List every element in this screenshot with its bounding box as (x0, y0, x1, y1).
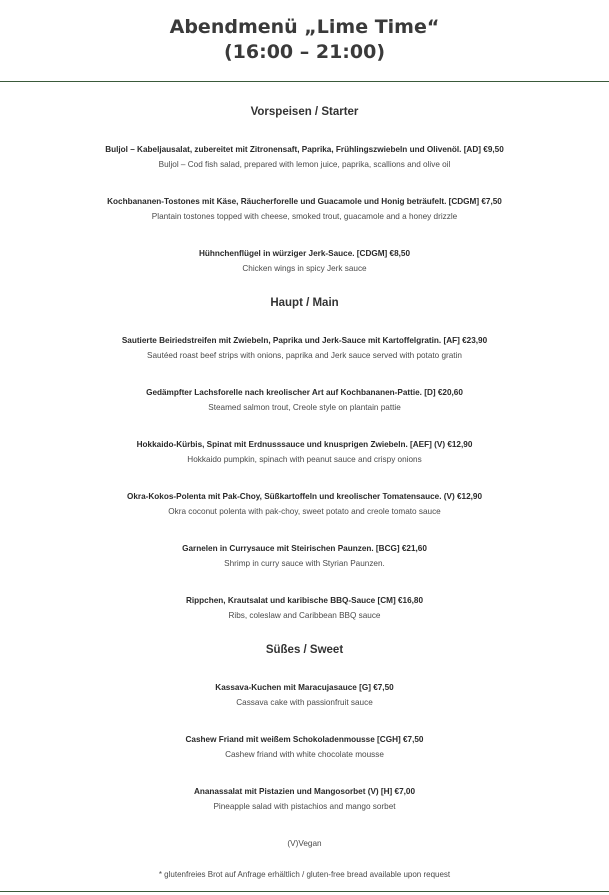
item-name-en: Cassava cake with passionfruit sauce (236, 698, 373, 707)
menu-item (0, 196, 609, 223)
menu-item (0, 595, 609, 622)
menu-item (0, 786, 609, 813)
vegan-legend: (V)Vegan (287, 839, 322, 848)
menu-item (0, 387, 609, 414)
menu-item (0, 144, 609, 171)
item-name-de: Rippchen, Krautsalat und karibische BBQ-Sauce [CM] €16,80 (185, 596, 424, 605)
item-name-de: Hokkaido-Kürbis, Spinat mit Erdnusssauce und knusprigen Zwiebeln. [AEF] (V) €12,90 (136, 440, 473, 449)
item-name-en: Buljol – Cod fish salad, prepared with lemon juice, paprika, scallions and olive oil (158, 160, 451, 169)
item-name-en: Steamed salmon trout, Creole style on plantain pattie (208, 403, 401, 412)
item-name-en: Cashew friand with white chocolate mousse (225, 750, 384, 759)
item-name-de: Kochbananen-Tostones mit Käse, Räucherforelle und Guacamole und Honig beträufelt. [CDGM] €7,50 (107, 197, 502, 206)
section-title: Süßes / Sweet (265, 644, 344, 656)
menu-item (0, 335, 609, 362)
item-name-de: Gedämpfter Lachsforelle nach kreolischer Art auf Kochbananen-Pattie. [D] €20,60 (146, 388, 463, 397)
section-desserts (0, 642, 609, 813)
section-title: Vorspeisen / Starter (250, 106, 359, 118)
item-name-de: Okra-Kokos-Polenta mit Pak-Choy, Süßkartoffeln und kreolischer Tomatensauce. (V) €12,90 (126, 492, 483, 501)
menu-item (0, 734, 609, 761)
item-name-en: Chicken wings in spicy Jerk sauce (242, 264, 367, 273)
item-name-en: Pineapple salad with pistachios and mango sorbet (213, 802, 396, 811)
menu-header (0, 0, 609, 65)
item-name-en: Ribs, coleslaw and Caribbean BBQ sauce (228, 611, 381, 620)
gluten-free-note: * glutenfreies Brot auf Anfrage erhältlich / gluten-free bread available upon request (158, 870, 451, 879)
header-divider (0, 81, 609, 82)
section-title: Haupt / Main (270, 297, 339, 309)
item-name-en: Sautéed roast beef strips with onions, paprika and Jerk sauce served with potato gratin (147, 351, 462, 360)
menu-title (0, 15, 609, 65)
menu-item (0, 682, 609, 709)
item-name-de: Sautierte Beiriedstreifen mit Zwiebeln, Paprika und Jerk-Sauce mit Kartoffelgratin. [AF] €23,90 (121, 336, 488, 345)
item-name-de: Hühnchenflügel in würziger Jerk-Sauce. [CDGM] €8,50 (198, 249, 411, 258)
item-name-en: Shrimp in curry sauce with Styrian Paunzen. (224, 559, 385, 568)
item-name-de: Ananassalat mit Pistazien und Mangosorbet (V) [H] €7,00 (193, 787, 416, 796)
menu-title-line1: Abendmenü „Lime Time“ (169, 16, 440, 38)
item-name-de: Buljol – Kabeljausalat, zubereitet mit Zitronensaft, Paprika, Frühlingszwiebeln und Olivenöl. [AD] €9,50 (105, 145, 504, 154)
section-starters (0, 104, 609, 275)
item-name-en: Hokkaido pumpkin, spinach with peanut sauce and crispy onions (187, 455, 422, 464)
menu-title-line2: (16:00 – 21:00) (223, 41, 386, 63)
section-mains (0, 295, 609, 622)
menu-item (0, 248, 609, 275)
item-name-de: Garnelen in Currysauce mit Steirischen Paunzen. [BCG] €21,60 (182, 544, 427, 553)
menu-item (0, 439, 609, 466)
item-name-en: Plantain tostones topped with cheese, smoked trout, guacamole and a honey drizzle (151, 212, 458, 221)
item-name-de: Cashew Friand mit weißem Schokoladenmousse [CGH] €7,50 (185, 735, 424, 744)
menu-body (0, 104, 609, 881)
menu-item (0, 543, 609, 570)
item-name-de: Kassava-Kuchen mit Maracujasauce [G] €7,50 (215, 683, 394, 692)
item-name-en: Okra coconut polenta with pak-choy, sweet potato and creole tomato sauce (168, 507, 441, 516)
footer-divider (0, 891, 609, 892)
menu-item (0, 491, 609, 518)
